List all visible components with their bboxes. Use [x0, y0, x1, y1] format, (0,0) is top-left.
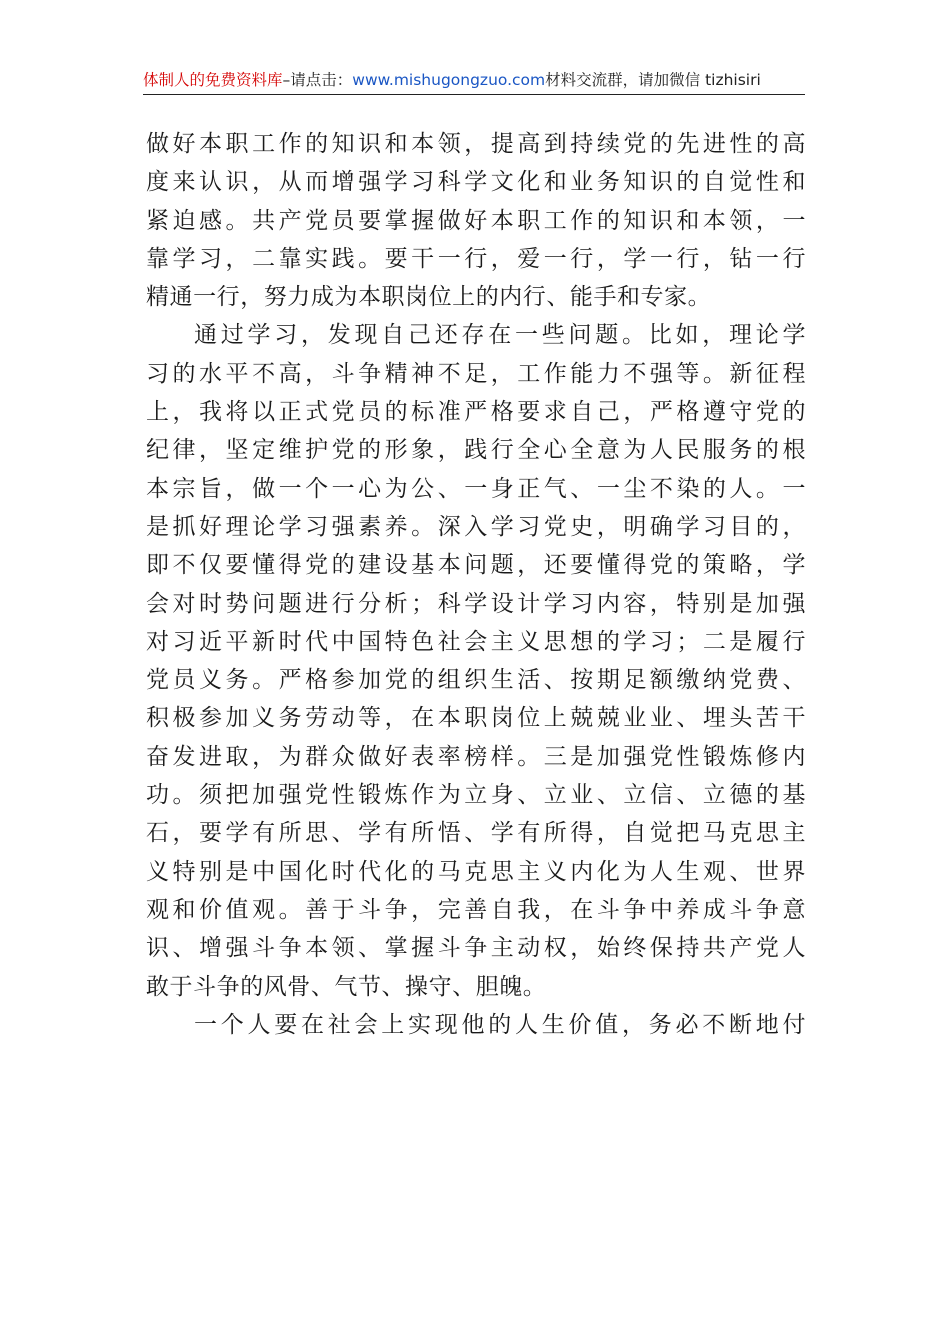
header-tail-text: 材料交流群，请加微信 tizhisiri: [545, 71, 761, 89]
text-line: 通过学习，发现自己还存在一些问题。比如，理论学: [194, 322, 806, 349]
text-line: 上，我将以正式党员的标准严格要求自己，严格遵守党的: [146, 399, 806, 426]
text-line: 党员义务。严格参加党的组织生活、按期足额缴纳党费、: [146, 667, 806, 694]
text-line: 一个人要在社会上实现他的人生价值，务必不断地付: [194, 1011, 806, 1038]
paragraph-3: [146, 1006, 806, 1044]
text-line: 义特别是中国化时代化的马克思主义内化为人生观、世界: [146, 858, 806, 885]
text-line: 奋发进取，为群众做好表率榜样。三是加强党性锻炼修内: [146, 743, 806, 770]
header-url-link[interactable]: www.mishugongzuo.com: [352, 71, 546, 89]
header-separator: –请点击：: [282, 71, 353, 89]
text-line: 积极参加义务劳动等，在本职岗位上兢兢业业、埋头苦干: [146, 705, 806, 732]
text-line: 即不仅要懂得党的建设基本问题，还要懂得党的策略，学: [146, 552, 806, 579]
text-line: 会对时势问题进行分析；科学设计学习内容，特别是加强: [146, 590, 806, 617]
text-line: 敢于斗争的风骨、气节、操守、胆魄。: [146, 973, 547, 1000]
text-line: 精通一行，努力成为本职岗位上的内行、能手和专家。: [146, 284, 712, 311]
text-line: 习的水平不高，斗争精神不足，工作能力不强等。新征程: [146, 360, 806, 387]
text-line: 识、增强斗争本领、掌握斗争主动权，始终保持共产党人: [146, 935, 806, 962]
document-body: [146, 125, 806, 1044]
paragraph-1: [146, 125, 806, 316]
text-line: 本宗旨，做一个一心为公、一身正气、一尘不染的人。一: [146, 475, 806, 502]
text-line: 石，要学有所思、学有所悟、学有所得，自觉把马克思主: [146, 820, 806, 847]
header-brand: 体制人的免费资料库: [143, 71, 283, 89]
text-line: 做好本职工作的知识和本领，提高到持续党的先进性的高: [146, 131, 806, 157]
text-line: 对习近平新时代中国特色社会主义思想的学习；二是履行: [146, 628, 806, 655]
text-line: 纪律，坚定维护党的形象，践行全心全意为人民服务的根: [146, 437, 806, 464]
text-line: 紧迫感。共产党员要掌握做好本职工作的知识和本领，一: [146, 207, 806, 234]
page-header: [143, 66, 805, 95]
text-line: 是抓好理论学习强素养。深入学习党史，明确学习目的，: [146, 513, 806, 540]
text-line: 度来认识，从而增强学习科学文化和业务知识的自觉性和: [146, 169, 806, 196]
paragraph-2: [146, 316, 806, 1005]
text-line: 靠学习，二靠实践。要干一行，爱一行，学一行，钻一行: [146, 245, 806, 272]
text-line: 观和价值观。善于斗争，完善自我，在斗争中养成斗争意: [146, 896, 806, 923]
text-line: 功。须把加强党性锻炼作为立身、立业、立信、立德的基: [146, 782, 806, 809]
